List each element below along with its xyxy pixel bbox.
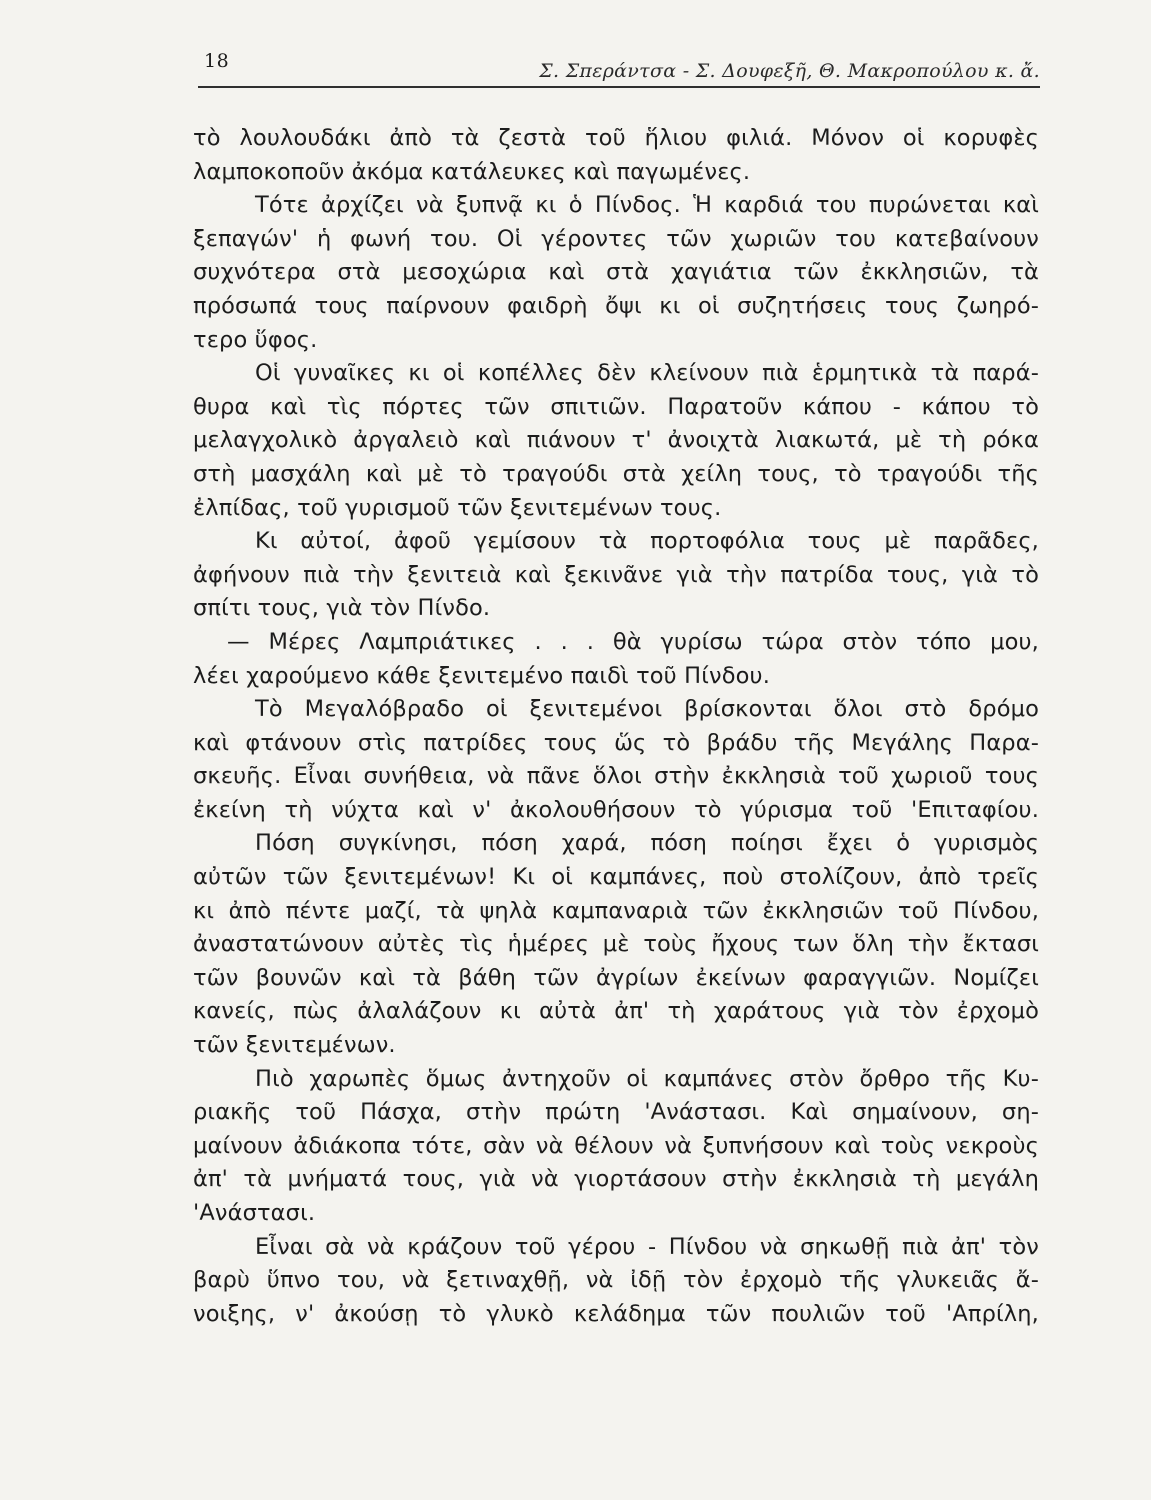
text-line: σκευῆς. Εἶναι συνήθεια, νὰ πᾶνε ὅλοι στὴν ἐκκλησιὰ τοῦ χωριοῦ τους (193, 763, 1039, 790)
page-number: 18 (204, 50, 230, 72)
text-line: αὐτῶν τῶν ξενιτεμένων! Κι οἱ καμπάνες, ποὺ στολίζουν, ἀπὸ τρεῖς (193, 864, 1039, 891)
text-line: πρόσωπά τους παίρνουν φαιδρὴ ὄψι κι οἱ συζητήσεις τους ζωηρό- (193, 292, 1039, 319)
text-line: λέει χαρούμενο κάθε ξενιτεμένο παιδὶ τοῦ Πίνδου. (193, 662, 771, 689)
text-line: νοιξης, ν' ἀκούσῃ τὸ γλυκὸ κελάδημα τῶν πουλιῶν τοῦ 'Απρίλη, (193, 1300, 1039, 1327)
text-line: κανείς, πὼς ἀλαλάζουν κι αὐτὰ ἀπ' τὴ χαράτους γιὰ τὸν ἐρχομὸ (193, 998, 1039, 1025)
text-line: συχνότερα στὰ μεσοχώρια καὶ στὰ χαγιάτια τῶν ἐκκλησιῶν, τὰ (193, 259, 1039, 286)
text-line: Πιὸ χαρωπὲς ὅμως ἀντηχοῦν οἱ καμπάνες στὸν ὄρθρο τῆς Κυ- (255, 1065, 1039, 1092)
text-line: στὴ μασχάλη καὶ μὲ τὸ τραγούδι στὰ χείλη τους, τὸ τραγούδι τῆς (193, 460, 1039, 487)
text-line: 'Ανάστασι. (193, 1200, 316, 1226)
text-line: Τὸ Μεγαλόβραδο οἱ ξενιτεμένοι βρίσκονται ὅλοι στὸ δρόμο (255, 696, 1039, 723)
text-line: Εἶναι σὰ νὰ κράζουν τοῦ γέρου - Πίνδου νὰ σηκωθῇ πιὰ ἀπ' τὸν (255, 1233, 1039, 1260)
page-header (198, 40, 1040, 84)
text-line: ἀφήνουν πιὰ τὴν ξενιτειὰ καὶ ξεκινᾶνε γιὰ τὴν πατρίδα τους, γιὰ τὸ (193, 561, 1039, 588)
text-line: Οἱ γυναῖκες κι οἱ κοπέλλες δὲν κλείνουν πιὰ ἑρμητικὰ τὰ παρά- (255, 360, 1039, 387)
text-line: Πόση συγκίνησι, πόση χαρά, πόση ποίησι ἔχει ὁ γυρισμὸς (255, 830, 1039, 857)
text-line: Τότε ἀρχίζει νὰ ξυπνᾷ κι ὁ Πίνδος. Ἡ καρδιά του πυρώνεται καὶ (255, 192, 1039, 219)
text-line: καὶ φτάνουν στὶς πατρίδες τους ὥς τὸ βράδυ τῆς Μεγάλης Παρα- (193, 729, 1039, 756)
text-line: ξεπαγών' ἡ φωνή του. Οἱ γέροντες τῶν χωριῶν του κατεβαίνουν (193, 225, 1039, 252)
text-line: βαρὺ ὕπνο του, νὰ ξετιναχθῇ, νὰ ἰδῇ τὸν ἐρχομὸ τῆς γλυκειᾶς ἄ- (193, 1267, 1039, 1294)
header-rule (198, 86, 1040, 88)
text-line: μελαγχολικὸ ἀργαλειὸ καὶ πιάνουν τ' ἀνοιχτὰ λιακωτά, μὲ τὴ ρόκα (193, 427, 1039, 454)
text-line: λαμποκοποῦν ἀκόμα κατάλευκες καὶ παγωμένες. (193, 158, 751, 185)
text-line: τερο ὕφος. (193, 326, 318, 353)
text-line: τῶν ξενιτεμένων. (193, 1032, 396, 1059)
text-line: ριακῆς τοῦ Πάσχα, στὴν πρώτη 'Ανάστασι. Καὶ σημαίνουν, ση- (193, 1099, 1039, 1126)
text-line: ἀναστατώνουν αὐτὲς τὶς ἡμέρες μὲ τοὺς ἤχους των ὅλη τὴν ἔκτασι (193, 931, 1039, 958)
text-line: ἐλπίδας, τοῦ γυρισμοῦ τῶν ξενιτεμένων τους. (193, 494, 722, 521)
text-line: τὸ λουλουδάκι ἀπὸ τὰ ζεστὰ τοῦ ἥλιου φιλιά. Μόνον οἱ κορυφὲς (193, 125, 1039, 151)
text-line: ἀπ' τὰ μνήματά τους, γιὰ νὰ γιορτάσουν στὴν ἐκκλησιὰ τὴ μεγάλη (193, 1166, 1039, 1193)
running-head: Σ. Σπεράντσα - Σ. Δουφεξῆ, Θ. Μακροπούλου κ. ἄ. (539, 60, 1040, 82)
text-line: μαίνουν ἀδιάκοπα τότε, σὰν νὰ θέλουν νὰ ξυπνήσουν καὶ τοὺς νεκροὺς (193, 1132, 1039, 1159)
text-line: Κι αὐτοί, ἀφοῦ γεμίσουν τὰ πορτοφόλια τους μὲ παρᾶδες, (255, 528, 1039, 555)
text-line: σπίτι τους, γιὰ τὸν Πίνδο. (193, 595, 491, 622)
text-line: ἐκείνη τὴ νύχτα καὶ ν' ἀκολουθήσουν τὸ γύρισμα τοῦ 'Επιταφίου. (193, 796, 1039, 823)
text-line: τῶν βουνῶν καὶ τὰ βάθη τῶν ἀγρίων ἐκείνων φαραγγιῶν. Νομίζει (193, 964, 1039, 991)
text-line: κι ἀπὸ πέντε μαζί, τὰ ψηλὰ καμπαναριὰ τῶν ἐκκλησιῶν τοῦ Πίνδου, (193, 897, 1039, 924)
text-line: θυρα καὶ τὶς πόρτες τῶν σπιτιῶν. Παρατοῦν κάπου - κάπου τὸ (193, 393, 1039, 420)
body-text (193, 122, 1039, 1331)
text-line: — Μέρες Λαμπριάτικες . . . θὰ γυρίσω τώρα στὸν τόπο μου, (227, 628, 1039, 655)
